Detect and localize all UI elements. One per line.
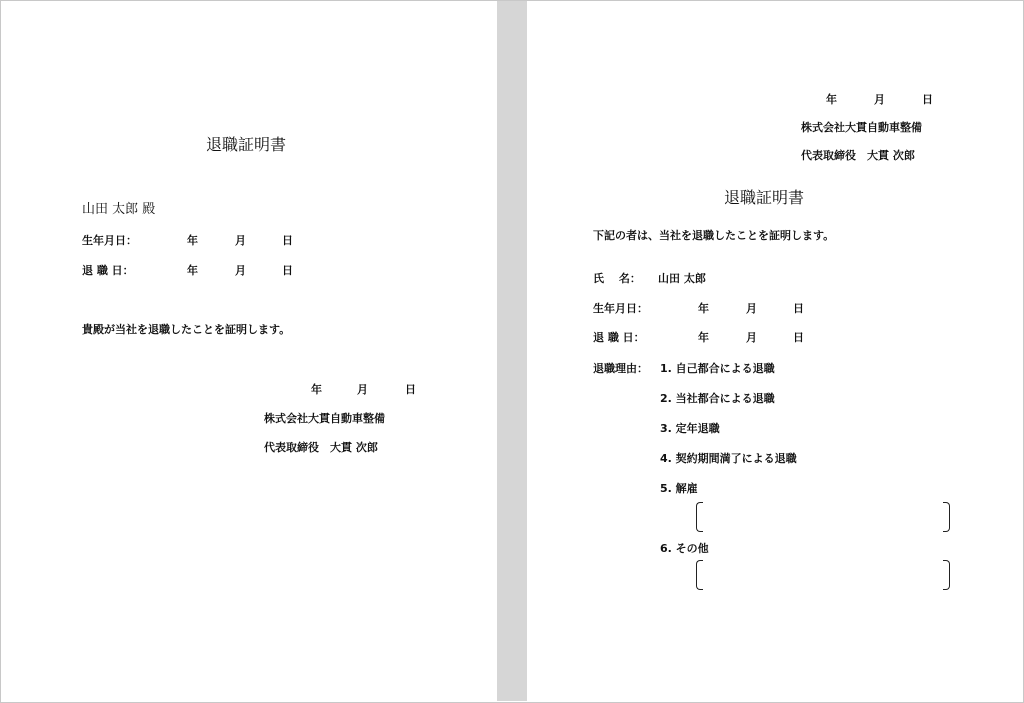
issue-month-unit: 月 xyxy=(357,383,368,396)
reason-item: 6. その他 xyxy=(660,542,709,555)
document-title: 退職証明書 xyxy=(206,135,287,154)
retirement-date-label: 退 職 日： xyxy=(82,264,134,277)
retire-day-unit: 日 xyxy=(282,264,293,277)
name-value: 山田 太郎 xyxy=(658,272,706,285)
birth-month-unit: 月 xyxy=(746,302,757,315)
reason-item: 5. 解雇 xyxy=(660,482,698,495)
company-name: 株式会社大貫自動車整備 xyxy=(801,121,922,134)
retirement-date-label: 退 職 日： xyxy=(593,331,645,344)
birth-day-unit: 日 xyxy=(793,302,804,315)
document-title: 退職証明書 xyxy=(724,188,805,207)
issue-year-unit: 年 xyxy=(826,93,837,106)
representative-name: 代表取締役 大貫 次郎 xyxy=(801,149,915,162)
birth-day-unit: 日 xyxy=(282,234,293,247)
reason-item: 1. 自己都合による退職 xyxy=(660,362,775,375)
birth-year-unit: 年 xyxy=(698,302,709,315)
certification-statement: 貴殿が当社を退職したことを証明します。 xyxy=(82,323,291,336)
recipient-name: 山田 太郎 殿 xyxy=(82,202,156,217)
page-2 xyxy=(527,1,1022,701)
issue-month-unit: 月 xyxy=(874,93,885,106)
representative-name: 代表取締役 大貫 次郎 xyxy=(264,441,378,454)
other-detail-bracket-close xyxy=(943,560,950,590)
reason-item: 4. 契約期間満了による退職 xyxy=(660,452,797,465)
reason-label: 退職理由： xyxy=(593,362,648,375)
issue-day-unit: 日 xyxy=(922,93,933,106)
issue-day-unit: 日 xyxy=(405,383,416,396)
dismissal-detail-bracket-open xyxy=(696,502,703,532)
name-label: 氏 名： xyxy=(593,272,641,285)
reason-item: 2. 当社都合による退職 xyxy=(660,392,775,405)
birth-date-label: 生年月日： xyxy=(593,302,648,315)
birth-year-unit: 年 xyxy=(187,234,198,247)
retire-year-unit: 年 xyxy=(187,264,198,277)
other-detail-bracket-open xyxy=(696,560,703,590)
dismissal-detail-bracket-close xyxy=(943,502,950,532)
reason-item: 3. 定年退職 xyxy=(660,422,720,435)
page-1 xyxy=(1,1,496,701)
page-gutter xyxy=(497,1,527,701)
retire-year-unit: 年 xyxy=(698,331,709,344)
certification-statement: 下記の者は、当社を退職したことを証明します。 xyxy=(593,229,835,242)
birth-date-label: 生年月日： xyxy=(82,234,137,247)
retire-month-unit: 月 xyxy=(235,264,246,277)
birth-month-unit: 月 xyxy=(235,234,246,247)
retire-month-unit: 月 xyxy=(746,331,757,344)
company-name: 株式会社大貫自動車整備 xyxy=(264,412,385,425)
retire-day-unit: 日 xyxy=(793,331,804,344)
issue-year-unit: 年 xyxy=(311,383,322,396)
